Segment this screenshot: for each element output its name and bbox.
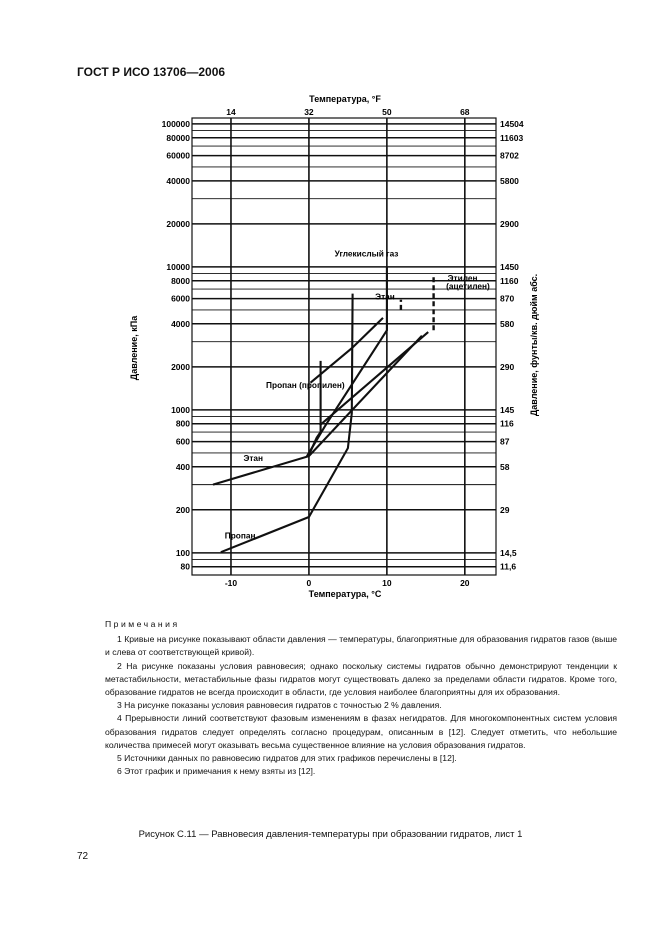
notes-title: Примечания (105, 619, 180, 629)
note-1 (105, 633, 617, 659)
x-axis-label: Температура, °С (308, 589, 382, 599)
y-tick-label-right: 29 (500, 504, 510, 515)
x2-tick-label: 14 (226, 107, 236, 117)
y-tick-label-left: 40000 (166, 175, 190, 186)
y-tick-label-right: 290 (500, 361, 515, 372)
curve-label: Этан (243, 452, 264, 463)
y-tick-label-left: 80 (180, 561, 190, 572)
y-tick-label-left: 600 (175, 436, 190, 447)
page-number: 72 (77, 851, 89, 862)
curve-label: Этан (375, 291, 395, 302)
y2-axis-label: Давление, фунты/кв. дюйм абс. (529, 273, 539, 417)
y-tick-label-right: 14,5 (500, 547, 517, 558)
x-tick-label: 10 (382, 578, 392, 588)
y-tick-label-left: 1000 (171, 404, 190, 415)
series-line-0 (221, 294, 353, 553)
y-tick-label-left: 100000 (161, 118, 190, 129)
x-tick-label: 0 (306, 578, 312, 588)
x-tick-label: -10 (224, 578, 238, 588)
chart-labels (225, 249, 490, 541)
y-tick-label-right: 8702 (500, 150, 519, 161)
y-axis-label: Давление, кПа (129, 315, 139, 381)
y-tick-label-left: 4000 (171, 318, 190, 329)
plot-frame (192, 118, 496, 575)
series-line-5 (320, 332, 428, 425)
y-tick-label-left: 400 (175, 461, 190, 472)
x2-tick-label: 50 (382, 107, 392, 117)
y-tick-label-left: 200 (175, 504, 190, 515)
document-header: ГОСТ Р ИСО 13706—2006 (77, 65, 226, 79)
note-text: 2 На рисунке показаны условия равновесия; однако поскольку системы гидратов обычно демонстрируют тенденции к метастабильности, метастабильные фазы гидратов могут существовать далеко за пределами области гидратов. Кроме того, образование гидратов не всегда происходит в области, где условия наиболее благоприятны для их образования. (105, 660, 617, 698)
y-tick-label-right: 145 (500, 404, 515, 415)
note-5 (105, 752, 617, 765)
y-tick-label-left: 2000 (171, 361, 190, 372)
y-tick-label-right: 1450 (500, 261, 519, 272)
y-tick-label-left: 100 (175, 547, 190, 558)
y-tick-label-right: 5800 (500, 175, 519, 186)
y-tick-label-left: 6000 (171, 293, 190, 304)
y-tick-label-right: 2900 (500, 218, 519, 229)
curve-label: Углекислый газ (334, 248, 399, 259)
y-tick-label-left: 8000 (171, 275, 190, 286)
x2-tick-label: 32 (304, 107, 314, 117)
y-tick-label-right: 1160 (500, 275, 519, 286)
y-tick-label-right: 14504 (500, 118, 524, 129)
note-4 (105, 712, 617, 752)
y-tick-label-right: 87 (500, 436, 510, 447)
note-text: 3 На рисунке показаны условия равновесия гидратов с точностью 2 % давления. (117, 700, 442, 711)
y-tick-label-left: 60000 (166, 150, 190, 161)
y-tick-label-right: 11603 (500, 132, 524, 143)
note-text: 5 Источники данных по равновесию гидратов для этих графиков перечислены в [12]. (117, 753, 457, 764)
curve-label: Этилен (447, 272, 478, 283)
chart-grid (192, 118, 496, 575)
x2-tick-label: 68 (460, 107, 470, 117)
chart-ticks (162, 107, 524, 588)
note-text: 1 Кривые на рисунке показывают области давления — температуры, благоприятные для образования гидратов газов (выше и слева от соответствующей кривой). (105, 634, 617, 658)
curve-label: Пропан (пропилен) (266, 380, 345, 391)
y-tick-label-right: 11,6 (500, 561, 517, 572)
y-tick-label-left: 20000 (166, 218, 190, 229)
note-3 (105, 699, 617, 712)
y-tick-label-left: 800 (175, 418, 190, 429)
figure-caption: Рисунок С.11 — Равновесия давления-температуры при образовании гидратов, лист 1 (138, 829, 523, 840)
curve-label: (ацетилен) (446, 281, 490, 292)
note-text: 4 Прерывности линий соответствуют фазовым изменениям в фазах негидратов. Для многокомпонентных систем условия образования гидратов следует определять согласно процедурам, описанным в [12]. Следует отметить, что небольшие количества примесей могут оказывать весьма существенное влияние на условия образования гидратов. (105, 713, 617, 750)
note-text: 6 Этот график и примечания к нему взяты из [12]. (117, 766, 316, 777)
note-6 (105, 765, 617, 778)
y-tick-label-right: 870 (500, 293, 515, 304)
y-tick-label-right: 116 (500, 418, 514, 429)
y-tick-label-right: 580 (500, 318, 515, 329)
notes-section (105, 618, 617, 778)
y-tick-label-right: 58 (500, 461, 510, 472)
note-2 (105, 660, 617, 700)
y-tick-label-left: 10000 (166, 261, 190, 272)
y-tick-label-left: 80000 (166, 132, 190, 143)
curve-label: Пропан (224, 530, 256, 541)
x-tick-label: 20 (460, 578, 470, 588)
x2-axis-label: Температура, °F (309, 94, 381, 104)
